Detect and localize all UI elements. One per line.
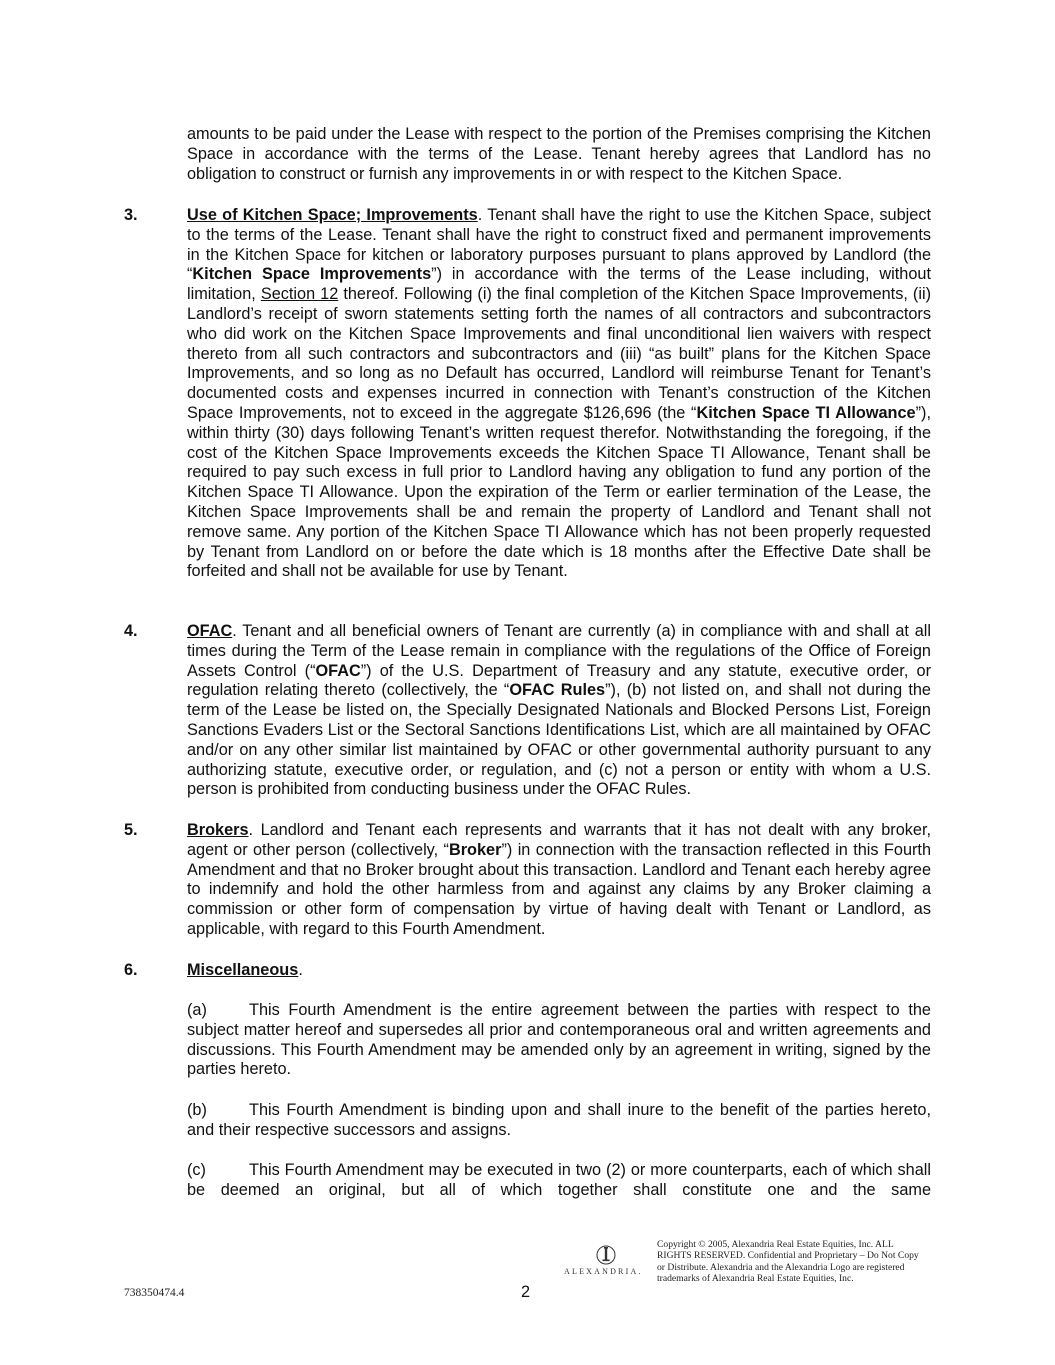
section-3-text-2: ”) in accordance with the terms of the Lease including, without limitation, (187, 265, 931, 304)
alexandria-logo-icon (565, 1244, 650, 1284)
section-5-text-2: ”) in connection with the transaction reflected in this Fourth Amendment and that no Broker brought about this transaction. Landlord and Tenant each hereby agree to indemnify and hold the other harmless from and against any claims by any Broker claiming a commission or other form of compensation by virtue of having dealt with Tenant or Landlord, as applicable, with regard to this Fourth Amendment. (187, 840, 931, 938)
continuation-paragraph (187, 125, 931, 184)
section-4-text-3: ”), (b) not listed on, and shall not during the term of the Lease be listed on, the Specially Designated Nationals and Blocked Persons List, Foreign Sanctions Evaders List or the Sectoral Sanctions Identifications List, which are all maintained by OFAC and/or on any other similar list maintained by OFAC or other governmental authority pursuant to any authorizing statute, executive order, or regulation, and (c) not a person or entity with whom a U.S. person is prohibited from conducting business under the OFAC Rules. (187, 681, 931, 799)
defined-term-ofac-rules: OFAC Rules (509, 681, 606, 700)
section-6b-paragraph (187, 1101, 931, 1141)
alexandria-logo-text: ALEXANDRIA. (564, 1267, 643, 1276)
page-number: 2 (521, 1283, 531, 1301)
section-6-heading-line (187, 961, 931, 981)
section-6c-text: This Fourth Amendment may be executed in two (2) or more counterparts, each of which shall be deemed an original, but all of which together shall constitute one and the same (187, 1161, 931, 1199)
section-3-number: 3. (124, 206, 138, 224)
section-6a-label: (a) (187, 1001, 207, 1019)
defined-term-kitchen-space-improvements: Kitchen Space Improvements (192, 265, 432, 284)
section-6a-text: This Fourth Amendment is the entire agreement between the parties with respect to the subject matter hereof and supersedes all prior and contemporaneous oral and written agreements and discussions. This Fourth Amendment may be amended only by an agreement in writing, signed by the parties hereto. (187, 1001, 931, 1079)
section-4-number: 4. (124, 622, 138, 640)
section-4-text-1: . Tenant and all beneficial owners of Tenant are currently (a) in compliance with and shall at all times during the Term of the Lease remain in compliance with the regulations of the Office of Foreign Assets Control (“ (187, 622, 931, 680)
section-5-text-1: . Landlord and Tenant each represents and warrants that it has not dealt with any broker, agent or other person (collectively, “ (187, 821, 931, 859)
section-6-heading: Miscellaneous (187, 961, 299, 979)
section-6b-text: This Fourth Amendment is binding upon and shall inure to the benefit of the parties hereto, and their respective successors and assigns. (187, 1101, 931, 1139)
section-4-heading: OFAC (187, 622, 233, 640)
section-5-paragraph (187, 821, 931, 940)
section-3-text-4: ”), within thirty (30) days following Tenant’s written request therefor. Notwithstanding the foregoing, if the cost of the Kitchen Space Improvements exceeds the Kitchen Space TI Allowance, Tenant shall be required to pay such excess in full prior to Landlord having any obligation to fund any portion of the Kitchen Space TI Allowance. Upon the expiration of the Term or earlier termination of the Lease, the Kitchen Space Improvements shall be and remain the property of Landlord and Tenant shall not remove same. Any portion of the Kitchen Space TI Allowance which has not been properly requested by Tenant from Landlord on or before the date which is 18 months after the Effective Date shall be forfeited and shall not be available for use by Tenant. (187, 403, 931, 581)
section-3-heading: Use of Kitchen Space; Improvements (187, 206, 478, 224)
copyright-notice: Copyright © 2005, Alexandria Real Estate Equities, Inc. ALL RIGHTS RESERVED. Confidential and Proprietary – Do Not Copy or Distribute. Alexandria and the Alexandria Logo are registered trademarks of Alexandria Real Estate Equities, Inc. (657, 1239, 919, 1284)
defined-term-ofac: OFAC (315, 661, 361, 680)
section-6-number: 6. (124, 961, 138, 979)
section-6c-paragraph (187, 1161, 931, 1201)
section-3-text-3: thereof. Following (i) the final completion of the Kitchen Space Improvements, (ii) Landlord’s receipt of sworn statements setting forth the names of all contractors and subcontractors who did work on the Kitchen Space Improvements and final unconditional lien waivers with respect thereto from all such contractors and subcontractors and (iii) “as built” plans for the Kitchen Space Improvements, and so long as no Default has occurred, Landlord will reimburse Tenant for Tenant’s documented costs and expenses incurred in connection with Tenant’s construction of the Kitchen Space Improvements, not to exceed in the aggregate $126,696 (the “ (187, 285, 931, 422)
defined-term-kitchen-space-ti-allowance: Kitchen Space TI Allowance (696, 403, 916, 422)
section-12-reference: Section 12 (260, 285, 339, 304)
section-6a-paragraph (187, 1001, 931, 1080)
section-5-number: 5. (124, 821, 138, 839)
section-6b-label: (b) (187, 1101, 207, 1119)
continuation-text: amounts to be paid under the Lease with respect to the portion of the Premises comprising the Kitchen Space in accordance with the terms of the Lease. Tenant hereby agrees that Landlord has no obligation to construct or furnish any improvements in or with respect to the Kitchen Space. (187, 125, 931, 183)
section-5-heading: Brokers (187, 821, 249, 839)
section-6c-label: (c) (187, 1161, 206, 1179)
section-3-paragraph (187, 206, 931, 582)
document-id: 738350474.4 (124, 1287, 185, 1299)
section-4-text-2: ”) of the U.S. Department of Treasury and any statute, executive order, or regulation relating thereto (collectively, the “ (187, 661, 931, 700)
section-6-heading-period: . (298, 961, 303, 979)
section-3-text-1: . Tenant shall have the right to use the Kitchen Space, subject to the terms of the Lease. Tenant shall have the right to construct fixed and permanent improvements in the Kitchen Space for kitchen or laboratory purposes pursuant to plans approved by Landlord (the “ (187, 206, 931, 284)
defined-term-broker: Broker (448, 840, 502, 859)
section-4-paragraph (187, 622, 931, 800)
